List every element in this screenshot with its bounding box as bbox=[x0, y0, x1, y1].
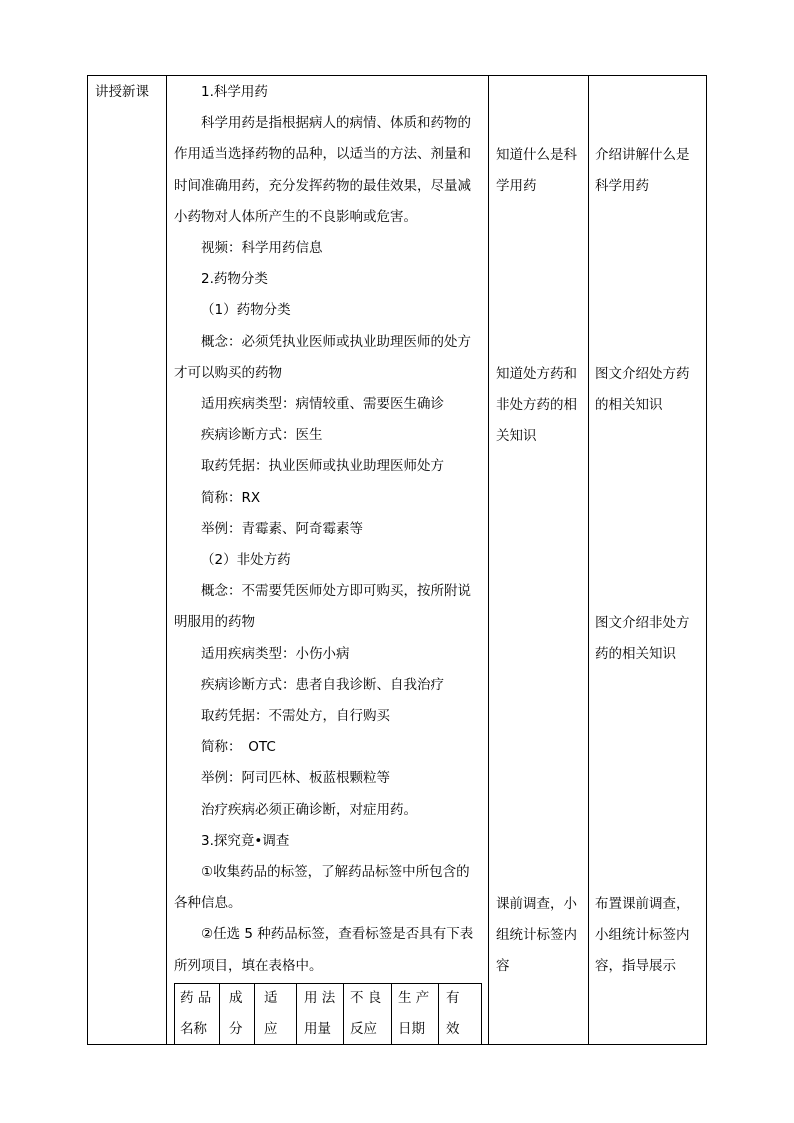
column-divider bbox=[166, 75, 167, 1045]
content-line: 1.科学用药 bbox=[201, 84, 268, 100]
student-activity-line: 课前调查，小 bbox=[496, 896, 577, 912]
table-header-cell: 药 品 bbox=[180, 990, 212, 1006]
inner-column-divider bbox=[296, 983, 297, 1045]
content-line: 适用疾病类型：小伤小病 bbox=[201, 645, 350, 662]
table-header-cell: 不 良 bbox=[350, 990, 382, 1006]
content-line: 时间准确用药，充分发挥药物的最佳效果，尽量减 bbox=[174, 177, 471, 194]
inner-column-divider bbox=[438, 983, 439, 1045]
inner-column-divider bbox=[254, 983, 255, 1045]
teacher-activity-line: 的相关知识 bbox=[595, 397, 663, 413]
table-header-cell: 日期 bbox=[398, 1021, 425, 1037]
content-line: 治疗疾病必须正确诊断，对症用药。 bbox=[201, 801, 417, 818]
student-activity-line: 知道处方药和 bbox=[496, 366, 577, 382]
content-line: 2.药物分类 bbox=[201, 271, 268, 288]
table-header-cell: 名称 bbox=[180, 1021, 207, 1037]
table-header-cell: 反应 bbox=[350, 1021, 377, 1037]
content-line: 科学用药是指根据病人的病情、体质和药物的 bbox=[201, 115, 471, 132]
student-activity-line: 容 bbox=[496, 958, 510, 974]
section-label: 讲授新课 bbox=[95, 84, 149, 100]
content-line: 所列项目，填在表格中。 bbox=[174, 957, 323, 974]
column-divider bbox=[488, 75, 489, 1045]
teacher-activity-line: 科学用药 bbox=[595, 178, 649, 194]
table-header-cell: 有 bbox=[446, 990, 460, 1006]
content-line: 3.探究竟•调查 bbox=[201, 832, 290, 849]
content-line: 概念：不需要凭医师处方即可购买，按所附说 bbox=[201, 583, 471, 600]
inner-column-divider bbox=[343, 983, 344, 1045]
teacher-activity-line: 布置课前调查， bbox=[595, 896, 690, 912]
inner-column-divider bbox=[391, 983, 392, 1045]
content-line: 小药物对人体所产生的不良影响或危害。 bbox=[174, 208, 417, 225]
table-header-cell: 适 bbox=[264, 990, 278, 1006]
student-activity-line: 知道什么是科 bbox=[496, 147, 577, 163]
table-header-cell: 应 bbox=[264, 1021, 278, 1037]
table-header-cell: 生 产 bbox=[398, 990, 430, 1006]
content-line: 取药凭据：执业医师或执业助理医师处方 bbox=[201, 458, 444, 475]
content-line: 简称：RX bbox=[201, 489, 261, 506]
content-line: 疾病诊断方式：患者自我诊断、自我治疗 bbox=[201, 676, 444, 693]
teacher-activity-line: 容，指导展示 bbox=[595, 958, 676, 974]
content-line: （1）药物分类 bbox=[201, 302, 291, 319]
teacher-activity-line: 图文介绍非处方 bbox=[595, 615, 690, 631]
table-header-cell: 成 bbox=[229, 990, 243, 1006]
student-activity-line: 学用药 bbox=[496, 178, 537, 194]
table-header-cell: 用 法 bbox=[304, 990, 336, 1006]
student-activity-line: 组统计标签内 bbox=[496, 927, 577, 943]
content-line: 作用适当选择药物的品种，以适当的方法、剂量和 bbox=[174, 146, 471, 163]
content-line: ①收集药品的标签，了解药品标签中所包含的 bbox=[201, 864, 470, 880]
student-activity-line: 非处方药的相 bbox=[496, 397, 577, 413]
content-line: 各种信息。 bbox=[174, 895, 242, 912]
teacher-activity-line: 图文介绍处方药 bbox=[595, 366, 690, 382]
content-line: 视频：科学用药信息 bbox=[201, 240, 323, 256]
content-line: ②任选 5 种药品标签，查看标签是否具有下表 bbox=[201, 926, 474, 943]
content-line: 举例：青霉素、阿奇霉素等 bbox=[201, 520, 363, 537]
content-line: 才可以购买的药物 bbox=[174, 364, 282, 381]
content-line: 疾病诊断方式：医生 bbox=[201, 427, 323, 444]
content-line: （2）非处方药 bbox=[201, 552, 291, 568]
table-header-cell: 分 bbox=[229, 1021, 243, 1037]
content-line: 取药凭据：不需处方，自行购买 bbox=[201, 708, 390, 724]
column-divider bbox=[588, 75, 589, 1045]
content-line: 简称： OTC bbox=[201, 739, 276, 756]
teacher-activity-line: 介绍讲解什么是 bbox=[595, 147, 690, 163]
teacher-activity-line: 小组统计标签内 bbox=[595, 927, 690, 943]
table-header-cell: 用量 bbox=[304, 1021, 331, 1037]
student-activity-line: 关知识 bbox=[496, 428, 537, 444]
content-line: 明服用的药物 bbox=[174, 614, 255, 631]
content-line: 举例：阿司匹林、板蓝根颗粒等 bbox=[201, 770, 390, 787]
inner-column-divider bbox=[219, 983, 220, 1045]
table-header-cell: 效 bbox=[446, 1021, 460, 1037]
content-line: 适用疾病类型：病情较重、需要医生确诊 bbox=[201, 396, 444, 412]
teacher-activity-line: 药的相关知识 bbox=[595, 646, 676, 662]
content-line: 概念：必须凭执业医师或执业助理医师的处方 bbox=[201, 333, 471, 350]
